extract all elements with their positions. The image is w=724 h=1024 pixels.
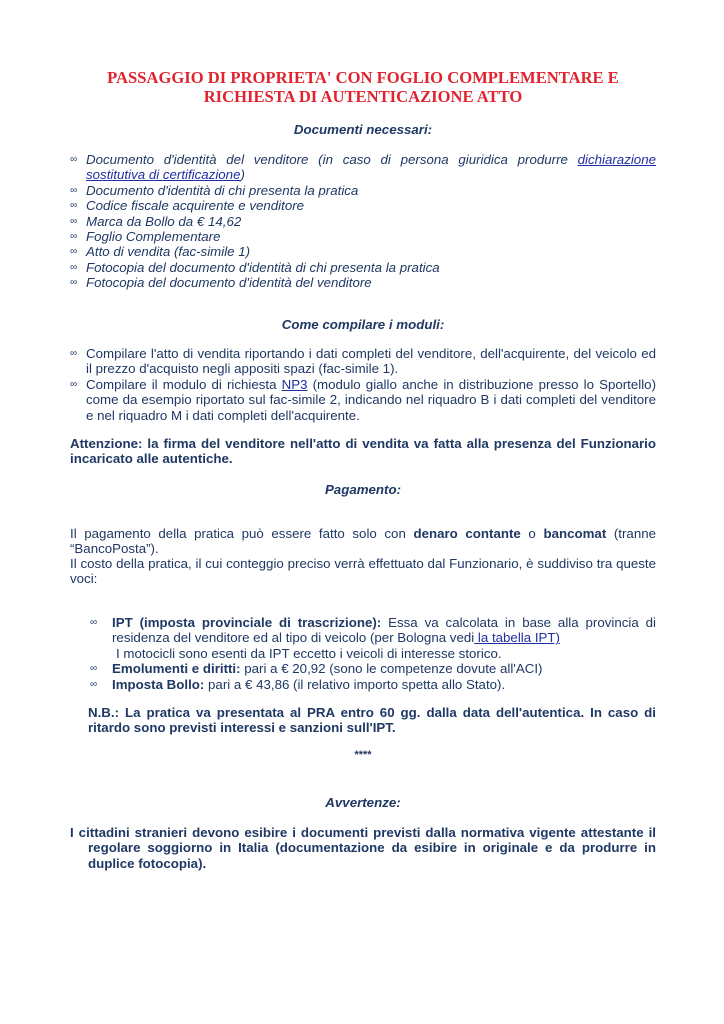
costo-paragraph: Il costo della pratica, il cui conteggio preciso verrà effettuato dal Funzionario, è suddiviso tra queste voci: bbox=[70, 556, 656, 587]
text-span: I motocicli sono esenti da IPT eccetto i veicoli di interesse storico. bbox=[116, 645, 502, 661]
infinity-bullet-icon: ∞ bbox=[90, 663, 98, 675]
text-span: denaro contante bbox=[413, 526, 521, 541]
infinity-bullet-icon: ∞ bbox=[70, 184, 78, 196]
text-span: pari a € 43,86 (il relativo importo spetta allo Stato). bbox=[204, 676, 506, 692]
avvertenze-heading: Avvertenze: bbox=[325, 795, 401, 810]
infinity-bullet-icon: ∞ bbox=[70, 215, 78, 227]
infinity-bullet-icon: ∞ bbox=[70, 246, 78, 258]
list-item bbox=[70, 244, 656, 259]
page-title: PASSAGGIO DI PROPRIETA' CON FOGLIO COMPLEMENTARE E RICHIESTA DI AUTENTICAZIONE ATTO bbox=[107, 68, 619, 106]
text-span: (tranne “BancoPosta”). bbox=[70, 526, 657, 557]
separator-stars: **** bbox=[354, 749, 372, 761]
text-span: bancomat bbox=[543, 526, 607, 541]
list-item bbox=[70, 229, 656, 244]
infinity-bullet-icon: ∞ bbox=[70, 378, 78, 390]
list-item bbox=[70, 214, 656, 229]
nb-note: N.B.: La pratica va presentata al PRA entro 60 gg. dalla data dell'autentica. In caso di ritardo sono previsti interessi e sanzioni sull'IPT. bbox=[88, 705, 656, 736]
list-item-text: (modulo giallo anche in distribuzione presso lo Sportello) come da esempio riportato sul fac-simile 2, indicando nel riquadro B i dati completi del venditore e nel riquadro M i dati completi dell'acquirente. bbox=[86, 376, 657, 423]
list-item bbox=[70, 275, 656, 290]
text-span: Emolumenti e diritti: bbox=[112, 661, 241, 677]
list-item bbox=[70, 183, 656, 198]
list-item-text: Fotocopia del documento d'identità di chi presenta la pratica bbox=[86, 259, 440, 275]
infinity-bullet-icon: ∞ bbox=[90, 678, 98, 690]
compilare-heading: Come compilare i moduli: bbox=[281, 317, 445, 332]
list-item bbox=[90, 677, 656, 692]
list-item-text: Marca da Bollo da € 14,62 bbox=[86, 213, 242, 229]
list-item-text: Compilare il modulo di richiesta bbox=[86, 376, 282, 392]
avvertenze-text: I cittadini stranieri devono esibire i documenti previsti dalla normativa vigente attestante il regolare soggiorno in Italia (documentazione da esibire in originale e da produrre in duplice fotocopia). bbox=[70, 825, 656, 871]
list-item-text: Atto di vendita (fac-simile 1) bbox=[86, 244, 251, 260]
infinity-bullet-icon: ∞ bbox=[70, 231, 78, 243]
list-item bbox=[70, 198, 656, 213]
infinity-bullet-icon: ∞ bbox=[70, 200, 78, 212]
np3-link[interactable]: NP3 bbox=[281, 376, 308, 392]
text-span: o bbox=[520, 526, 544, 541]
text-span: Imposta Bollo: bbox=[112, 676, 205, 692]
list-item-text: Documento d'identità di chi presenta la pratica bbox=[86, 182, 359, 198]
infinity-bullet-icon: ∞ bbox=[70, 261, 78, 273]
list-item bbox=[90, 615, 656, 661]
compilare-list bbox=[70, 346, 656, 423]
list-item bbox=[90, 661, 656, 676]
documenti-list bbox=[70, 152, 656, 291]
documenti-heading: Documenti necessari: bbox=[293, 122, 433, 137]
infinity-bullet-icon: ∞ bbox=[70, 277, 78, 289]
list-item-text: Codice fiscale acquirente e venditore bbox=[86, 198, 305, 214]
pagamento-paragraph bbox=[70, 526, 656, 557]
list-item bbox=[70, 260, 656, 275]
text-span: Essa va calcolata in base alla provincia di residenza del venditore ed al tipo di veicolo (per Bologna vedi bbox=[112, 615, 656, 646]
infinity-bullet-icon: ∞ bbox=[70, 154, 78, 165]
tabella-ipt-link[interactable]: la tabella IPT) bbox=[474, 630, 560, 646]
list-item-text: Compilare l'atto di vendita riportando i dati completi del venditore, dell'acquirente, del veicolo ed il prezzo d'acquisto negli appositi spazi (fac-simile 1). bbox=[86, 346, 656, 377]
text-span: Il pagamento della pratica può essere fatto solo con bbox=[70, 526, 414, 541]
list-item-text: ) bbox=[240, 167, 245, 183]
text-span: IPT (imposta provinciale di trascrizione): bbox=[112, 615, 382, 630]
infinity-bullet-icon: ∞ bbox=[90, 617, 98, 628]
list-item-text: Documento d'identità del venditore (in caso di persona giuridica produrre bbox=[86, 152, 578, 167]
text-span: pari a € 20,92 (sono le competenze dovute all'ACI) bbox=[240, 661, 543, 677]
costi-list bbox=[90, 615, 656, 692]
dichiarazione-link[interactable]: dichiarazione sostitutiva di certificazione bbox=[86, 152, 656, 183]
list-item-text: Fotocopia del documento d'identità del venditore bbox=[86, 275, 372, 291]
attenzione-note: Attenzione: la firma del venditore nell'atto di vendita va fatta alla presenza del Funzionario incaricato alle autentiche. bbox=[70, 436, 656, 467]
infinity-bullet-icon: ∞ bbox=[70, 348, 78, 359]
list-item bbox=[70, 152, 656, 183]
pagamento-heading: Pagamento: bbox=[324, 482, 402, 497]
list-item bbox=[70, 377, 656, 423]
list-item-text: Foglio Complementare bbox=[86, 229, 221, 245]
list-item bbox=[70, 346, 656, 377]
